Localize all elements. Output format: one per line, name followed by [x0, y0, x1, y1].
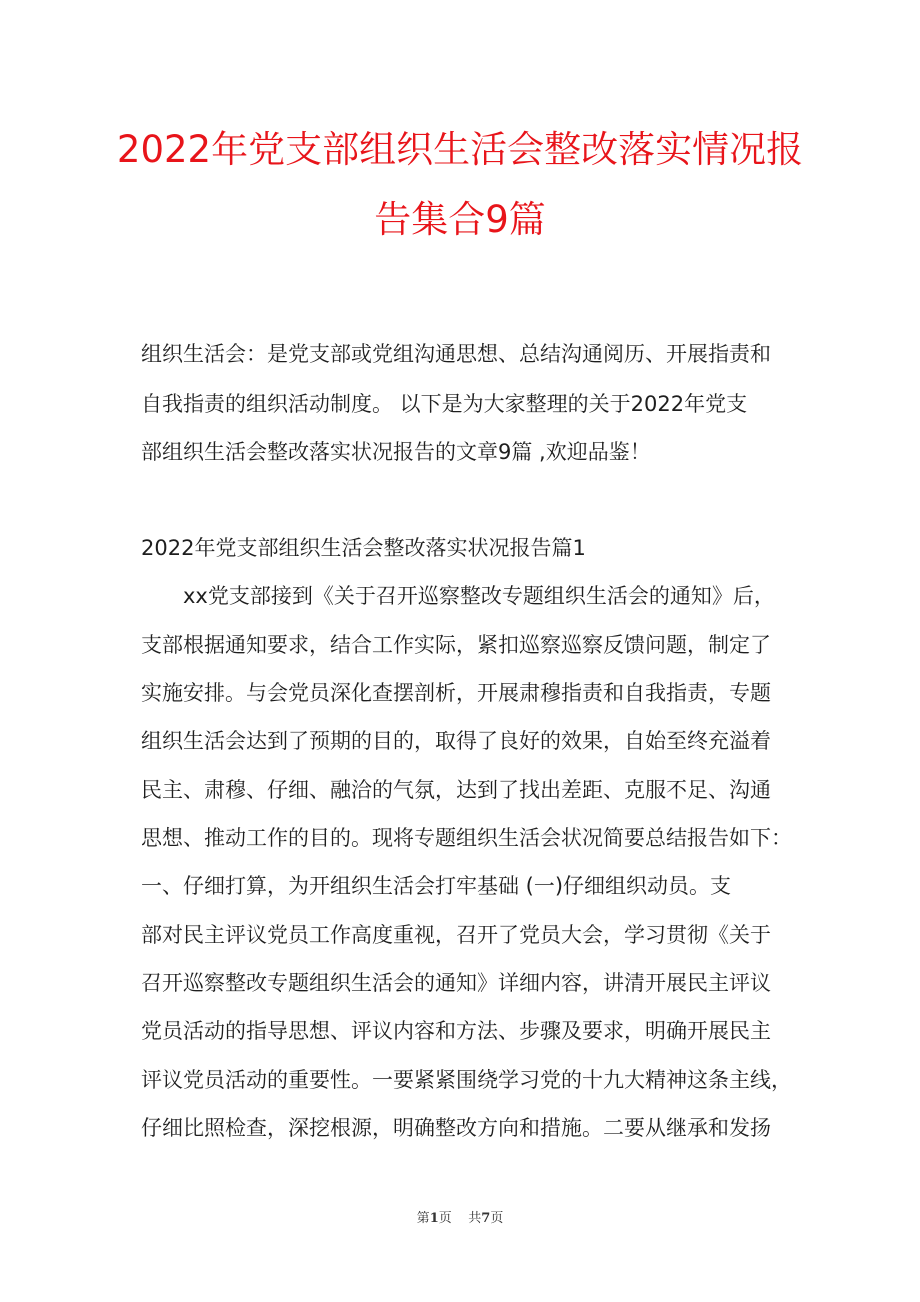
footer-mid: 页 共 — [438, 1211, 482, 1226]
page-footer — [0, 1207, 920, 1226]
section-heading: 2022年党支部组织生活会整改落实状况报告篇1 — [141, 536, 586, 560]
intro-line: 组织生活会：是党支部或党组沟通思想、总结沟通阅历、开展指责和 — [141, 342, 771, 366]
paragraph-line: 部对民主评议党员工作高度重视，召开了党员大会，学习贯彻《关于 — [141, 923, 771, 947]
paragraph-line: xx党支部接到《关于召开巡察整改专题组织生活会的通知》后， — [183, 584, 775, 608]
paragraph-line: 实施安排。与会党员深化查摆剖析，开展肃穆指责和自我指责，专题 — [141, 681, 771, 705]
paragraph-line: 召开巡察整改专题组织生活会的通知》详细内容，讲清开展民主评议 — [141, 971, 771, 995]
paragraph-line: 思想、推动工作的目的。现将专题组织生活会状况简要总结报告如下： — [141, 826, 792, 850]
document-title-line-2: 告集合9篇 — [374, 198, 546, 241]
paragraph-line: 民主、肃穆、仔细、融洽的气氛，达到了找出差距、克服不足、沟通 — [141, 778, 771, 802]
paragraph-line: 党员活动的指导思想、评议内容和方法、步骤及要求，明确开展民主 — [141, 1019, 771, 1043]
footer-suffix: 页 — [490, 1211, 504, 1226]
paragraph-line: 支部根据通知要求，结合工作实际，紧扣巡察巡察反馈问题，制定了 — [141, 633, 771, 657]
footer-prefix: 第 — [416, 1211, 430, 1226]
footer-total-pages: 7 — [481, 1211, 491, 1226]
paragraph-line: 组织生活会达到了预期的目的，取得了良好的效果，自始至终充溢着 — [141, 729, 771, 753]
intro-line: 部组织生活会整改落实状况报告的文章9篇 ,欢迎品鉴！ — [141, 440, 651, 464]
paragraph-line: 评议党员活动的重要性。一要紧紧围绕学习党的十九大精神这条主线， — [141, 1068, 792, 1092]
footer-page-number: 1 — [429, 1211, 439, 1226]
intro-line: 自我指责的组织活动制度。 以下是为大家整理的关于2022年党支 — [141, 392, 748, 416]
document-title-line-1: 2022年党支部组织生活会整改落实情况报 — [116, 128, 804, 171]
paragraph-line: 仔细比照检查，深挖根源，明确整改方向和措施。二要从继承和发扬 — [141, 1116, 771, 1140]
paragraph-line: 一、仔细打算，为开组织生活会打牢基础 (一)仔细组织动员。支 — [141, 874, 732, 898]
